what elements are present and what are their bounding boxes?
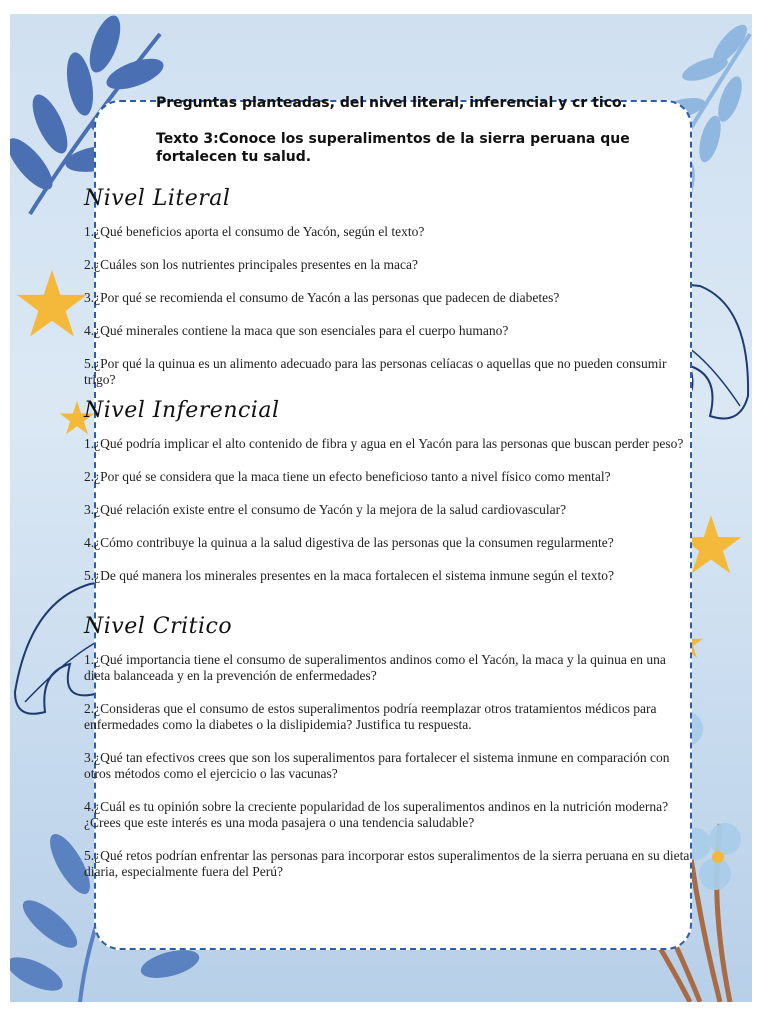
question-list-critico bbox=[84, 652, 694, 897]
question-item: 5.¿De qué manera los minerales presentes en la maca fortalecen el sistema inmune según el texto? bbox=[84, 568, 615, 583]
text-title: Texto 3:Conoce los superalimentos de la sierra peruana que fortalecen tu salud. bbox=[156, 131, 630, 165]
section-title-inferencial: Nivel Inferencial bbox=[84, 398, 280, 423]
question-item: 5.¿Por qué la quinua es un alimento adecuado para las personas celíacas o aquellas que no pueden consumir trigo? bbox=[84, 356, 667, 387]
star-icon bbox=[14, 266, 90, 342]
question-list-inferencial bbox=[84, 436, 694, 601]
section-title-critico: Nivel Critico bbox=[84, 614, 233, 639]
question-item: 3.¿Qué relación existe entre el consumo de Yacón y la mejora de la salud cardiovascular? bbox=[84, 502, 567, 517]
question-item: 1.¿Qué beneficios aporta el consumo de Yacón, según el texto? bbox=[84, 224, 425, 239]
question-item: 5.¿Qué retos podrían enfrentar las personas para incorporar estos superalimentos de la sierra peruana en su dieta diaria, especialmente fuera del Perú? bbox=[84, 848, 690, 879]
question-item: 1.¿Qué importancia tiene el consumo de superalimentos andinos como el Yacón, la maca y la quinua en una dieta balanceada y en la prevención de enfermedades? bbox=[84, 652, 666, 683]
question-list-literal bbox=[84, 224, 694, 405]
question-item: 2.¿Por qué se considera que la maca tiene un efecto beneficioso tanto a nivel físico como mental? bbox=[84, 469, 611, 484]
question-item: 2.¿Consideras que el consumo de estos superalimentos podría reemplazar otros tratamientos médicos para enfermedades como la diabetes o la dislipidemia? Justifica tu respuesta. bbox=[84, 701, 657, 732]
question-item: 1.¿Qué podría implicar el alto contenido de fibra y agua en el Yacón para las personas que buscan perder peso? bbox=[84, 436, 684, 451]
header-block bbox=[156, 94, 636, 166]
question-item: 4.¿Cuál es tu opinión sobre la creciente popularidad de los superalimentos andinos en la nutrición moderna? ¿Crees que este interés es una moda pasajera o una tendencia saludable? bbox=[84, 799, 669, 830]
section-title-literal: Nivel Literal bbox=[84, 186, 231, 211]
question-item: 4.¿Qué minerales contiene la maca que son esenciales para el cuerpo humano? bbox=[84, 323, 509, 338]
question-item: 2.¿Cuáles son los nutrientes principales presentes en la maca? bbox=[84, 257, 419, 272]
intro-text: Preguntas planteadas, del nivel literal, inferencial y cr tico. bbox=[156, 95, 627, 111]
question-item: 3.¿Por qué se recomienda el consumo de Yacón a las personas que padecen de diabetes? bbox=[84, 290, 560, 305]
question-item: 4.¿Cómo contribuye la quinua a la salud digestiva de las personas que la consumen regularmente? bbox=[84, 535, 614, 550]
question-item: 3.¿Qué tan efectivos crees que son los superalimentos para fortalecer el sistema inmune en comparación con otros métodos como el ejercicio o las vacunas? bbox=[84, 750, 670, 781]
